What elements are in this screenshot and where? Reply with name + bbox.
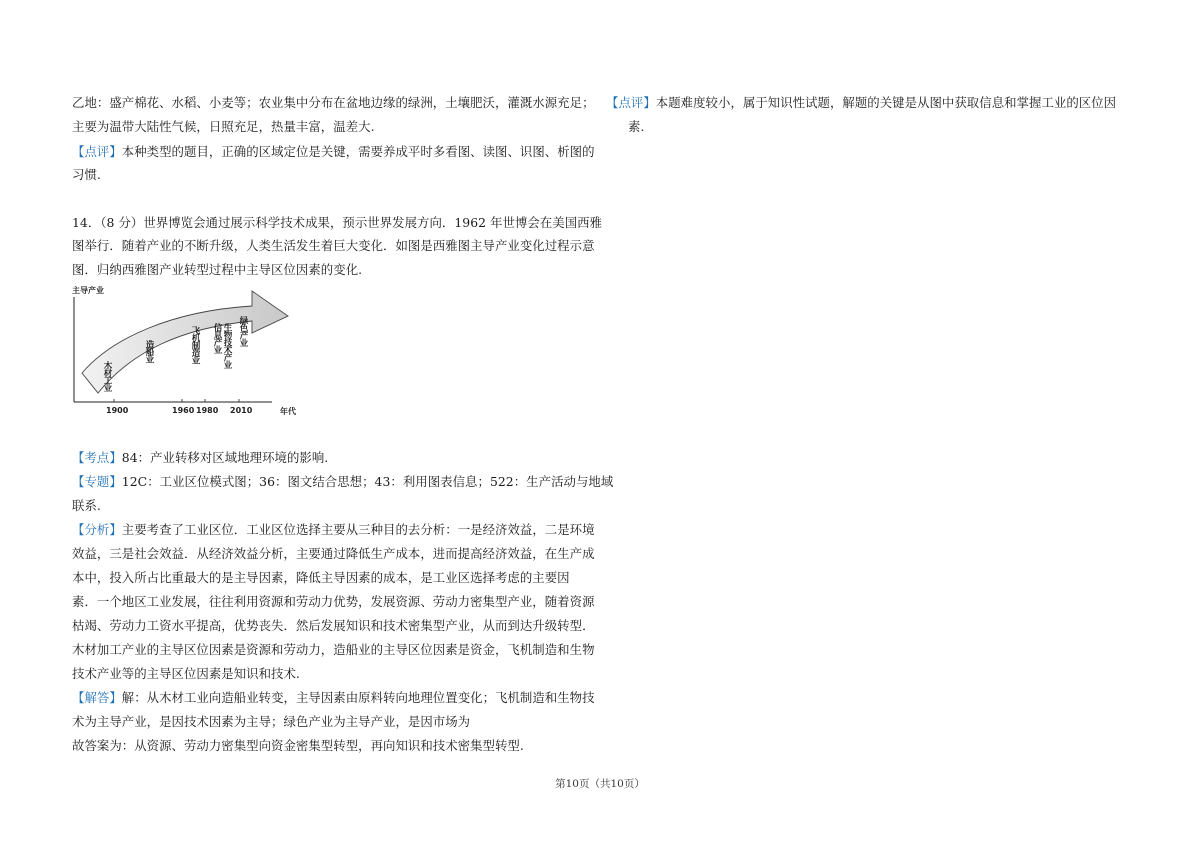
tick-label: 1900 <box>106 406 129 415</box>
zhuanti-tag: 【专题】 <box>72 474 122 489</box>
fenxi-line: 木材加工产业的主导区位因素是资源和劳动力，造船业的主导区位因素是资金，飞机制造和生物 <box>72 642 595 657</box>
tick-label: 1960 <box>172 406 195 415</box>
jieda-line: 【解答】解：从木材工业向造船业转变，主导因素由原料转向地理位置变化；飞机制造和生物技 <box>72 690 595 705</box>
jieda-tag: 【解答】 <box>72 690 122 705</box>
comment-line-2: 素. <box>628 119 645 134</box>
zhuanti-line-2: 联系. <box>72 498 101 513</box>
zhuanti-line: 【专题】12C：工业区位模式图；36：图文结合思想；43：利用图表信息；522：生产活动与地域 <box>72 474 614 489</box>
y-axis-label: 主导产业 <box>72 286 104 295</box>
industry-label: 木材工业 <box>102 361 112 391</box>
fenxi-line: 效益，三是社会效益．从经济效益分析，主要通过降低生产成本，进而提高经济效益，在生产成 <box>72 546 595 561</box>
paragraph-line: 主要为温带大陆性气候，日照充足，热量丰富，温差大. <box>72 119 375 134</box>
comment-tag: 【点评】 <box>72 144 122 159</box>
fenxi-tag: 【分析】 <box>72 522 122 537</box>
paragraph-line: 乙地：盛产棉花、水稻、小麦等；农业集中分布在盆地边缘的绿洲，土壤肥沃，灌溉水源充足； <box>72 95 595 110</box>
fenxi-line: 枯竭、劳动力工资水平提高，优势丧失．然后发展知识和技术密集型产业，从而到达升级转型． <box>72 618 595 633</box>
tick-label: 2010 <box>230 406 253 415</box>
tick-label: 1980 <box>196 406 219 415</box>
question-line: 图．归纳西雅图产业转型过程中主导区位因素的变化. <box>72 262 363 277</box>
industry-label: 信息产业 <box>212 323 222 353</box>
industry-label: 造船业 <box>144 340 154 363</box>
fenxi-line: 素．一个地区工业发展，往往利用资源和劳动力优势，发展资源、劳动力密集型产业，随着资源 <box>72 594 595 609</box>
growth-arrow <box>82 291 288 393</box>
page-footer: 第10页（共10页） <box>555 778 645 790</box>
comment-line: 【点评】本种类型的题目，正确的区域定位是关键，需要养成平时多看图、读图、识图、析图的 <box>72 144 595 159</box>
kaodian-line: 【考点】84：产业转移对区域地理环境的影响. <box>72 450 329 465</box>
question-line: 图举行．随着产业的不断升级，人类生活发生着巨大变化．如图是西雅图主导产业变化过程示意 <box>72 238 595 253</box>
kaodian-tag: 【考点】 <box>72 450 122 465</box>
comment-line: 【点评】本题难度较小，属于知识性试题，解题的关键是从图中获取信息和掌握工业的区位因 <box>606 95 1117 110</box>
fenxi-line: 本中，投入所占比重最大的是主导因素，降低主导因素的成本，是工业区选择考虑的主要因 <box>72 570 570 585</box>
industry-label: 绿色产业 <box>238 316 248 346</box>
x-axis-label: 年代 <box>280 407 296 416</box>
industry-label: 飞机制造业 <box>190 326 200 364</box>
question-line: 14．（8 分）世界博览会通过展示科学技术成果，预示世界发展方向．1962 年世博会在美国西雅 <box>72 215 603 230</box>
industry-change-figure <box>72 283 312 418</box>
fenxi-line: 技术产业等的主导区位因素是知识和技术. <box>72 666 300 681</box>
fenxi-line: 【分析】主要考查了工业区位．工业区位选择主要从三种目的去分析：一是经济效益，二是环境 <box>72 522 595 537</box>
industry-label: 生物技术产业 <box>222 323 232 368</box>
jieda-line: 术为主导产业，是因技术因素为主导；绿色产业为主导产业，是因市场为 <box>72 714 471 729</box>
comment-line-2: 习惯. <box>72 167 101 182</box>
jieda-line: 故答案为：从资源、劳动力密集型向资金密集型转型，再向知识和技术密集型转型. <box>72 738 524 753</box>
comment-tag: 【点评】 <box>606 95 656 110</box>
